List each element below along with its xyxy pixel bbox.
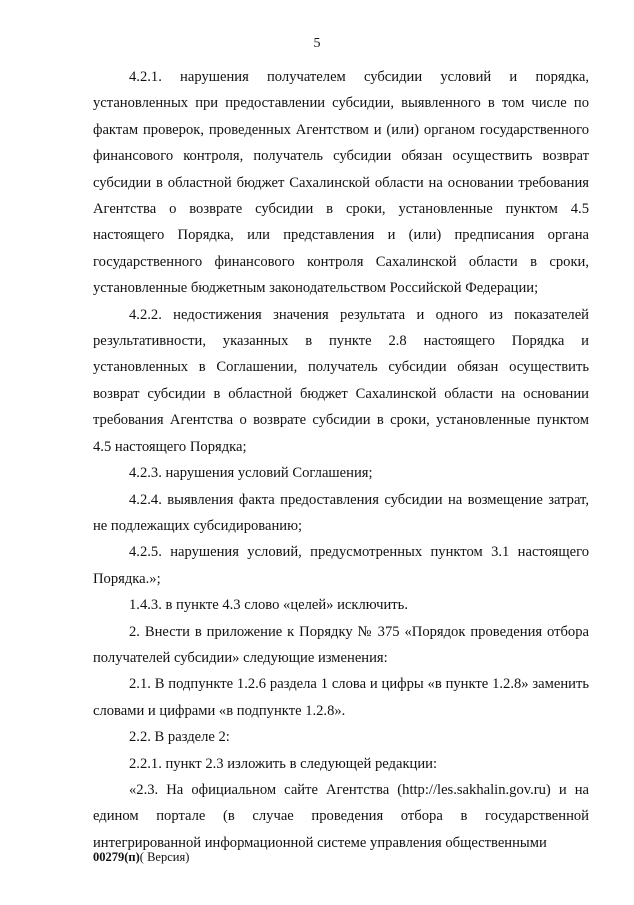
page-number: 5 bbox=[313, 36, 321, 51]
paragraph-2-2-1: 2.2.1. пункт 2.3 изложить в следующей редакции: bbox=[129, 755, 438, 772]
paragraph-4-2-3: 4.2.3. нарушения условий Соглашения; bbox=[129, 465, 373, 482]
paragraph-4-2-4: 4.2.4. выявления факта предоставления субсидии на возмещение затрат, не подлежащих субсидированию; bbox=[93, 491, 589, 534]
paragraph-4-2-2: 4.2.2. недостижения значения результата и одного из показателей результативности, указанных в пункте 2.8 настоящего Порядка и установленных в Соглашении, получатель субсидии обязан осуществить возврат субсидии в областной бюджет Сахалинской области на основании требования Агентства о возврате субсидии в сроки, установленные пунктом 4.5 настоящего Порядка; bbox=[93, 306, 589, 455]
paragraph-2-2: 2.2. В разделе 2: bbox=[129, 729, 230, 746]
document-body bbox=[93, 64, 589, 856]
paragraph-2-3-quote: «2.3. На официальном сайте Агентства (http://les.sakhalin.gov.ru) и на едином портале (в случае проведения отбора в государственной интегрированной информационной системе управления общественными bbox=[93, 781, 589, 851]
document-version: ( Версия) bbox=[139, 850, 190, 864]
document-footer bbox=[93, 850, 189, 865]
paragraph-2-1: 2.1. В подпункте 1.2.6 раздела 1 слова и цифры «в пункте 1.2.8» заменить словами и цифрами «в подпункте 1.2.8». bbox=[93, 676, 589, 719]
paragraph-2: 2. Внести в приложение к Порядку № 375 «Порядок проведения отбора получателей субсидии» следующие изменения: bbox=[93, 623, 589, 666]
paragraph-1-4-3: 1.4.3. в пункте 4.3 слово «целей» исключить. bbox=[129, 597, 408, 614]
document-code: 00279(п) bbox=[93, 850, 140, 864]
paragraph-4-2-5: 4.2.5. нарушения условий, предусмотренных пунктом 3.1 настоящего Порядка.»; bbox=[93, 544, 589, 587]
paragraph-4-2-1: 4.2.1. нарушения получателем субсидии условий и порядка, установленных при предоставлении субсидии, выявленного в том числе по фактам проверок, проведенных Агентством и (или) органом государственного финансового контроля, получатель субсидии обязан осуществить возврат субсидии в областной бюджет Сахалинской области на основании требования Агентства о возврате субсидии в сроки, установленные пунктом 4.5 настоящего Порядка, или представления и (или) предписания органа государственного финансового контроля Сахалинской области в сроки, установленные бюджетным законодательством Российской Федерации; bbox=[93, 69, 589, 297]
